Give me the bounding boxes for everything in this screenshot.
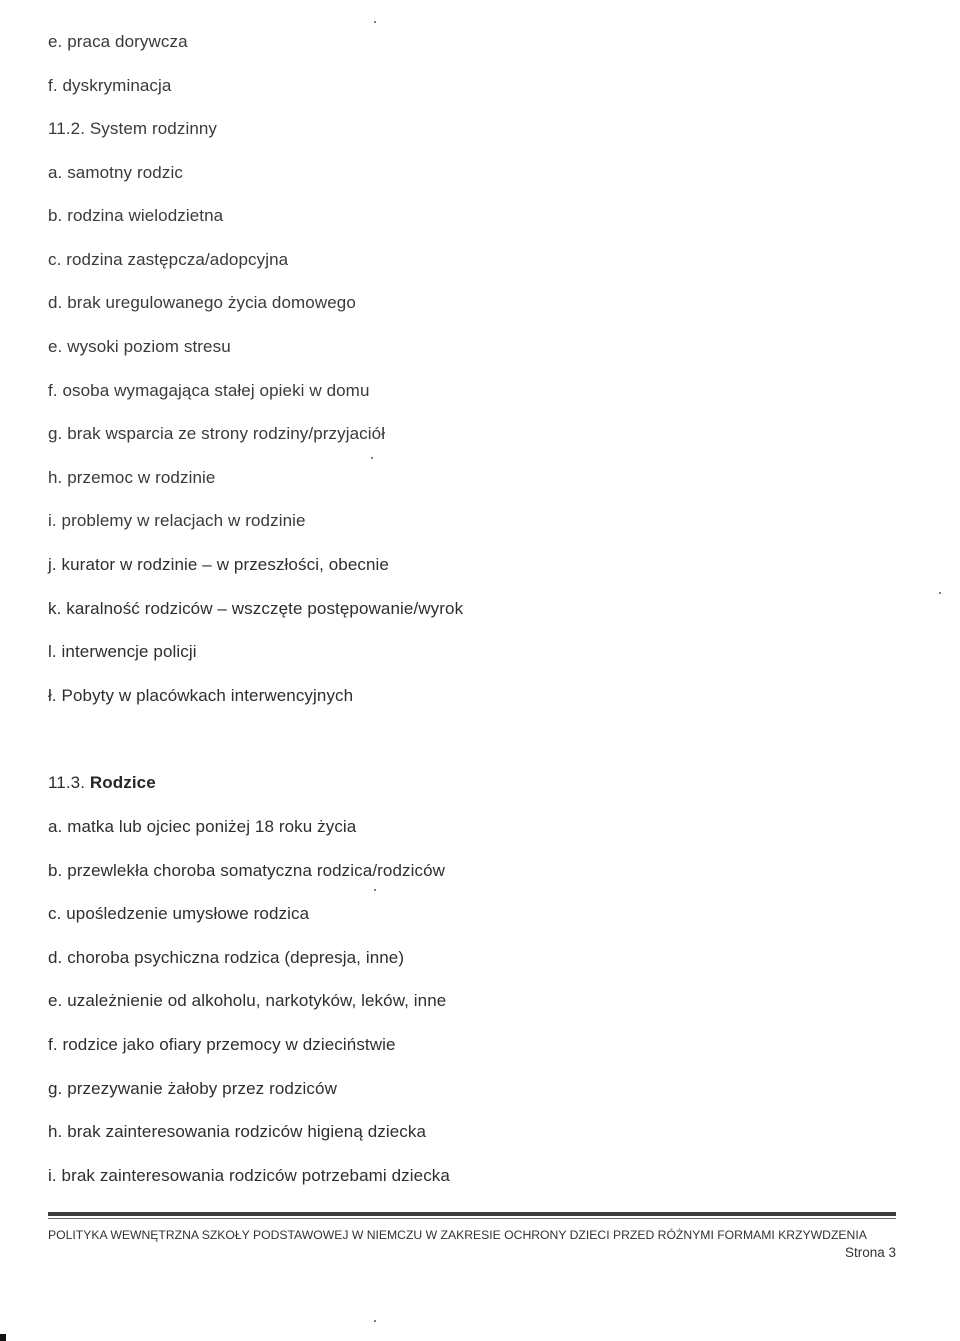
list-item: g. przezywanie żałoby przez rodziców xyxy=(48,1079,337,1098)
section-heading-system-rodzinny: 11.2. System rodzinny xyxy=(48,119,218,138)
list-item: d. brak uregulowanego życia domowego xyxy=(48,293,356,312)
footer-divider-thin xyxy=(48,1218,896,1219)
footer-divider xyxy=(48,1212,896,1216)
list-item: e. uzależnienie od alkoholu, narkotyków, leków, inne xyxy=(48,991,447,1010)
list-item: i. problemy w relacjach w rodzinie xyxy=(48,511,306,530)
list-item: k. karalność rodziców – wszczęte postępowanie/wyrok xyxy=(48,599,464,618)
list-item: e. praca dorywcza xyxy=(48,32,188,51)
list-item: h. przemoc w rodzinie xyxy=(48,468,216,487)
list-item: c. upośledzenie umysłowe rodzica xyxy=(48,904,310,923)
page-number: Strona 3 xyxy=(844,1245,896,1260)
list-item: e. wysoki poziom stresu xyxy=(48,337,231,356)
section-heading-rodzice xyxy=(48,772,156,794)
list-item: a. samotny rodzic xyxy=(48,163,183,182)
list-item: f. dyskryminacja xyxy=(48,76,172,95)
list-item: h. brak zainteresowania rodziców higieną dziecka xyxy=(48,1122,427,1141)
list-item: ł. Pobyty w placówkach interwencyjnych xyxy=(48,686,354,705)
scan-speck xyxy=(374,21,376,23)
scan-speck xyxy=(374,889,376,891)
list-item: l. interwencje policji xyxy=(48,642,197,661)
scan-speck xyxy=(374,1320,376,1322)
scan-speck xyxy=(371,457,373,459)
scan-edge-mark xyxy=(0,1334,6,1341)
section-title: Rodzice xyxy=(89,773,156,792)
list-item: d. choroba psychiczna rodzica (depresja, inne) xyxy=(48,948,405,967)
list-item: c. rodzina zastępcza/adopcyjna xyxy=(48,250,289,269)
list-item: b. przewlekła choroba somatyczna rodzica/rodziców xyxy=(48,861,446,880)
page-footer xyxy=(48,1212,896,1262)
list-item: g. brak wsparcia ze strony rodziny/przyjaciół xyxy=(48,424,386,443)
list-item: f. rodzice jako ofiary przemocy w dzieciństwie xyxy=(48,1035,396,1054)
list-item: i. brak zainteresowania rodziców potrzebami dziecka xyxy=(48,1166,450,1185)
list-item: b. rodzina wielodzietna xyxy=(48,206,224,225)
scan-speck xyxy=(939,592,941,594)
list-item: j. kurator w rodzinie – w przeszłości, obecnie xyxy=(48,555,389,574)
list-item: f. osoba wymagająca stałej opieki w domu xyxy=(48,381,370,400)
footer-title: POLITYKA WEWNĘTRZNA SZKOŁY PODSTAWOWEJ W NIEMCZU W ZAKRESIE OCHRONY DZIECI PRZED RÓŻNYMI FORMAMI KRZYWDZENIA xyxy=(48,1228,867,1242)
section-number: 11.3. xyxy=(48,773,86,792)
list-item: a. matka lub ojciec poniżej 18 roku życia xyxy=(48,817,357,836)
